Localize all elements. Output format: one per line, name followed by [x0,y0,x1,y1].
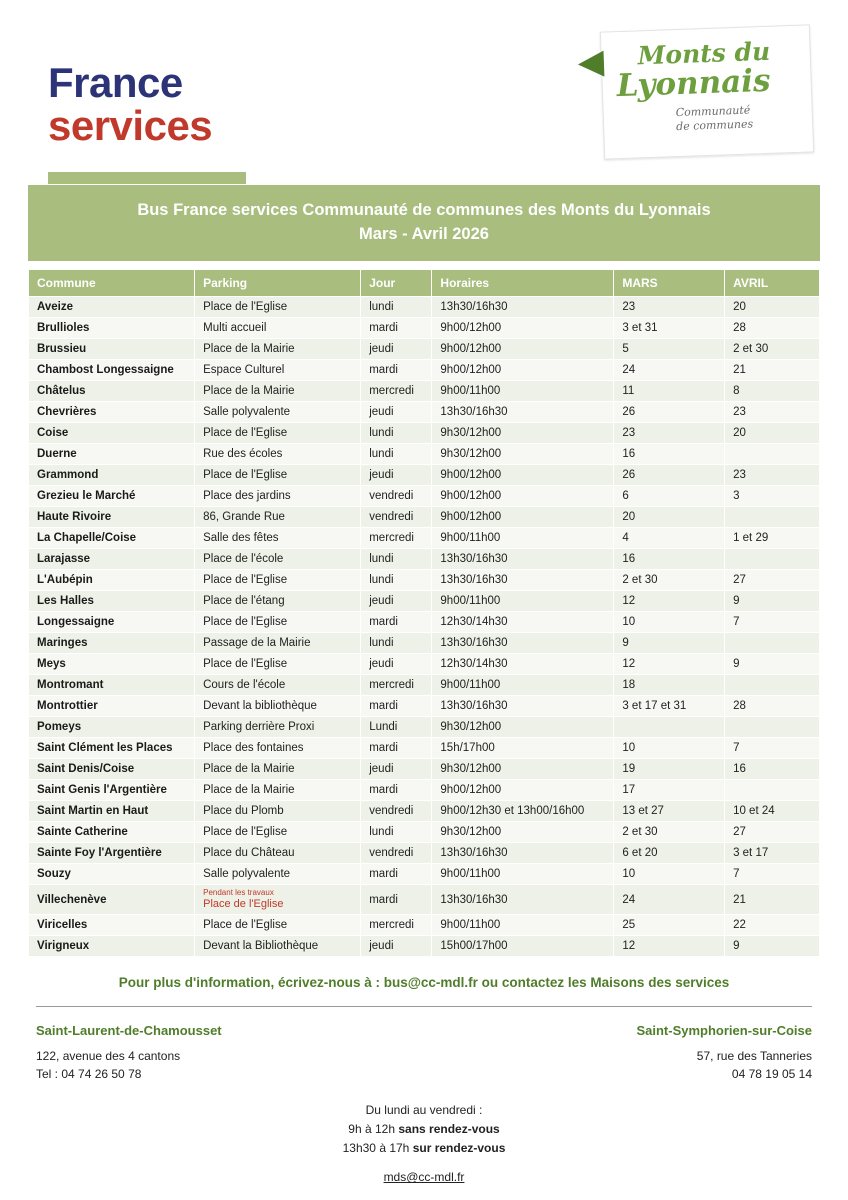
footer-email-link[interactable]: mds@cc-mdl.fr [383,1170,465,1185]
cell-mars: 11 [614,380,725,401]
cell-commune: L'Aubépin [29,569,195,590]
cell-avril: 9 [725,590,820,611]
cell-avril: 7 [725,737,820,758]
cell-parking: Place de l'école [195,548,361,569]
cell-commune: Montromant [29,674,195,695]
footer-left-phone: Tel : 04 74 26 50 78 [36,1066,142,1081]
table-row [29,863,820,884]
cell-avril [725,548,820,569]
table-row [29,936,820,957]
cell-mars: 10 [614,737,725,758]
cell-parking: Salle des fêtes [195,527,361,548]
column-header-horaires: Horaires [432,269,614,296]
column-header-commune: Commune [29,269,195,296]
cell-mars: 25 [614,915,725,936]
cell-commune: Coise [29,422,195,443]
cell-horaires: 13h30/16h30 [432,548,614,569]
cell-mars: 16 [614,443,725,464]
column-header-mars: MARS [614,269,725,296]
opening-hours-line1: Du lundi au vendredi : [365,1102,483,1117]
cell-avril [725,632,820,653]
cell-jour: vendredi [361,485,432,506]
cell-avril: 7 [725,611,820,632]
cell-avril: 23 [725,464,820,485]
cell-commune: Viricelles [29,915,195,936]
cell-commune: Longessaigne [29,611,195,632]
cell-jour: jeudi [361,758,432,779]
cell-commune: Châtelus [29,380,195,401]
parking-note: Pendant les travaux [203,887,274,897]
cell-commune: Souzy [29,863,195,884]
cell-parking: Place de l'Eglise [195,915,361,936]
cell-mars: 5 [614,338,725,359]
table-row [29,422,820,443]
cell-horaires: 9h30/12h00 [432,422,614,443]
cell-mars: 12 [614,936,725,957]
cell-avril: 1 et 29 [725,527,820,548]
page-title-line1: Bus France services Communauté de communes des Monts du Lyonnais [137,201,711,219]
cell-mars: 3 et 31 [614,317,725,338]
cell-commune: Grezieu le Marché [29,485,195,506]
cell-commune: Virigneux [29,936,195,957]
cell-commune: Sainte Catherine [29,821,195,842]
cell-horaires: 12h30/14h30 [432,611,614,632]
cell-horaires: 9h00/11h00 [432,863,614,884]
cell-horaires: 9h00/12h00 [432,359,614,380]
cell-commune: Aveize [29,296,195,317]
cell-commune: Maringes [29,632,195,653]
column-header-jour: Jour [361,269,432,296]
cell-mars: 26 [614,464,725,485]
cell-commune: Villechenève [29,884,195,914]
cell-avril: 20 [725,296,820,317]
cell-mars: 4 [614,527,725,548]
cell-jour: jeudi [361,401,432,422]
table-row [29,296,820,317]
cell-commune: Duerne [29,443,195,464]
cell-mars: 24 [614,359,725,380]
cell-commune: Saint Genis l'Argentière [29,779,195,800]
cell-commune: Haute Rivoire [29,506,195,527]
cell-parking: Multi accueil [195,317,361,338]
cell-avril: 21 [725,359,820,380]
cell-mars: 16 [614,548,725,569]
cell-commune: Pomeys [29,716,195,737]
cell-parking: Place de la Mairie [195,380,361,401]
page-title-line2: Mars - Avril 2026 [359,224,489,243]
cell-parking: Place de l'Eglise [195,296,361,317]
cell-parking: Espace Culturel [195,359,361,380]
mdl-logo-line2: Lyonnais [616,62,772,105]
table-header-row [29,269,820,296]
cell-horaires: 9h30/12h00 [432,716,614,737]
cell-horaires: 9h00/11h00 [432,380,614,401]
cell-commune: La Chapelle/Coise [29,527,195,548]
table-row [29,884,820,914]
cell-jour: lundi [361,821,432,842]
cell-jour: jeudi [361,936,432,957]
cell-avril: 8 [725,380,820,401]
cell-parking [195,884,361,914]
cell-jour: vendredi [361,800,432,821]
table-row [29,800,820,821]
cell-horaires: 9h30/12h00 [432,758,614,779]
cell-avril: 23 [725,401,820,422]
cell-parking: 86, Grande Rue [195,506,361,527]
mdl-logo-sub2: de communes [675,117,754,133]
cell-mars: 13 et 27 [614,800,725,821]
footer-left-title: Saint-Laurent-de-Chamousset [36,1023,222,1039]
cell-commune: Meys [29,653,195,674]
cell-commune: Grammond [29,464,195,485]
cell-avril: 21 [725,884,820,914]
opening-hours-line3-time: 13h30 à 17h [342,1141,410,1156]
cell-jour: lundi [361,296,432,317]
cell-avril [725,506,820,527]
cell-jour: mercredi [361,527,432,548]
cell-horaires: 9h00/11h00 [432,527,614,548]
cell-horaires: 13h30/16h30 [432,695,614,716]
table-row [29,443,820,464]
cell-horaires: 13h30/16h30 [432,632,614,653]
cell-parking: Place des fontaines [195,737,361,758]
parking-value: Place de l'Eglise [203,897,284,910]
cell-mars: 3 et 17 et 31 [614,695,725,716]
cell-horaires: 9h00/12h00 [432,317,614,338]
cell-avril: 7 [725,863,820,884]
cell-jour: lundi [361,548,432,569]
cell-parking: Place de l'Eglise [195,821,361,842]
contact-info-line: Pour plus d'information, écrivez-nous à : bus@cc-mdl.fr ou contactez les Maisons des services [118,975,730,991]
cell-jour: vendredi [361,506,432,527]
table-row [29,548,820,569]
cell-horaires: 9h00/11h00 [432,915,614,936]
monts-du-lyonnais-logo [600,24,814,159]
cell-horaires: 9h00/12h00 [432,779,614,800]
table-row [29,590,820,611]
cell-parking: Place de l'Eglise [195,611,361,632]
cell-horaires: 9h30/12h00 [432,821,614,842]
cell-parking: Place du Château [195,842,361,863]
cell-jour: lundi [361,422,432,443]
cell-mars: 18 [614,674,725,695]
cell-jour: jeudi [361,464,432,485]
schedule-table [28,269,820,957]
cell-horaires: 13h30/16h30 [432,296,614,317]
france-services-logo-line2: services [48,101,213,149]
cell-horaires: 9h00/11h00 [432,674,614,695]
cell-horaires: 13h30/16h30 [432,842,614,863]
table-row [29,695,820,716]
table-row [29,821,820,842]
cell-mars: 23 [614,422,725,443]
opening-hours-line3-bold: sur rendez-vous [412,1141,506,1156]
table-row [29,653,820,674]
arrow-icon [578,51,605,78]
cell-parking: Salle polyvalente [195,401,361,422]
cell-commune: Saint Denis/Coise [29,758,195,779]
cell-avril: 3 et 17 [725,842,820,863]
cell-mars: 2 et 30 [614,569,725,590]
cell-horaires: 12h30/14h30 [432,653,614,674]
opening-hours-line3 [0,1139,848,1158]
table-row [29,779,820,800]
cell-parking: Place de l'Eglise [195,422,361,443]
cell-parking: Place de l'Eglise [195,653,361,674]
cell-parking: Parking derrière Proxi [195,716,361,737]
cell-horaires: 9h00/12h30 et 13h00/16h00 [432,800,614,821]
cell-avril: 28 [725,317,820,338]
cell-avril: 20 [725,422,820,443]
opening-hours-line2 [0,1120,848,1139]
cell-parking: Place du Plomb [195,800,361,821]
divider [36,1006,812,1007]
cell-parking: Passage de la Mairie [195,632,361,653]
cell-jour: mardi [361,317,432,338]
cell-mars: 12 [614,590,725,611]
cell-parking: Devant la bibliothèque [195,695,361,716]
cell-mars: 26 [614,401,725,422]
table-row [29,464,820,485]
opening-hours [0,1101,848,1159]
cell-mars: 10 [614,863,725,884]
cell-horaires: 13h30/16h30 [432,401,614,422]
cell-mars: 19 [614,758,725,779]
cell-jour: jeudi [361,653,432,674]
france-services-underline [48,172,246,184]
cell-jour: mardi [361,884,432,914]
table-row [29,338,820,359]
cell-avril [725,443,820,464]
cell-mars: 24 [614,884,725,914]
cell-mars: 6 et 20 [614,842,725,863]
cell-avril [725,716,820,737]
cell-mars: 20 [614,506,725,527]
cell-jour: mardi [361,611,432,632]
table-row [29,506,820,527]
column-header-avril: AVRIL [725,269,820,296]
cell-jour: lundi [361,632,432,653]
cell-horaires: 9h00/12h00 [432,485,614,506]
cell-parking: Place de la Mairie [195,779,361,800]
table-row [29,842,820,863]
mdl-logo-line1: Monts du [637,36,771,71]
cell-horaires: 9h30/12h00 [432,443,614,464]
cell-avril: 27 [725,821,820,842]
cell-avril: 9 [725,936,820,957]
cell-horaires: 13h30/16h30 [432,569,614,590]
cell-commune: Saint Martin en Haut [29,800,195,821]
cell-jour: mardi [361,863,432,884]
page-title [28,185,820,261]
cell-jour: mercredi [361,915,432,936]
cell-parking: Cours de l'école [195,674,361,695]
cell-jour: mercredi [361,674,432,695]
cell-avril [725,674,820,695]
cell-jour: mardi [361,737,432,758]
cell-horaires: 13h30/16h30 [432,884,614,914]
cell-commune: Brussieu [29,338,195,359]
cell-horaires: 9h00/12h00 [432,464,614,485]
table-row [29,611,820,632]
table-row [29,485,820,506]
column-header-parking: Parking [195,269,361,296]
cell-jour: mardi [361,695,432,716]
cell-jour: vendredi [361,842,432,863]
footer-right-address: 57, rue des Tanneries [696,1048,812,1063]
page-footer [36,1021,812,1083]
table-row [29,915,820,936]
cell-avril: 2 et 30 [725,338,820,359]
table-row [29,569,820,590]
cell-jour: mercredi [361,380,432,401]
cell-jour: jeudi [361,338,432,359]
cell-commune: Chambost Longessaigne [29,359,195,380]
opening-hours-line2-time: 9h à 12h [348,1121,395,1136]
cell-avril: 9 [725,653,820,674]
table-row [29,527,820,548]
cell-commune: Sainte Foy l'Argentière [29,842,195,863]
table-row [29,737,820,758]
cell-mars: 9 [614,632,725,653]
france-services-logo-line1: France [48,59,183,106]
table-row [29,359,820,380]
cell-mars: 17 [614,779,725,800]
page-header [0,0,848,185]
cell-avril: 3 [725,485,820,506]
opening-hours-line2-bold: sans rendez-vous [398,1121,500,1136]
cell-parking: Place de l'étang [195,590,361,611]
cell-horaires: 9h00/12h00 [432,506,614,527]
cell-mars: 10 [614,611,725,632]
footer-email [0,1170,848,1184]
cell-mars: 23 [614,296,725,317]
cell-mars: 12 [614,653,725,674]
table-row [29,632,820,653]
footer-right-title: Saint-Symphorien-sur-Coise [636,1023,812,1039]
cell-parking: Place de l'Eglise [195,569,361,590]
cell-commune: Larajasse [29,548,195,569]
cell-mars: 6 [614,485,725,506]
table-row [29,380,820,401]
cell-avril: 22 [725,915,820,936]
cell-avril: 10 et 24 [725,800,820,821]
cell-jour: Lundi [361,716,432,737]
footer-left-office [36,1021,222,1083]
cell-parking: Devant la Bibliothèque [195,936,361,957]
cell-commune: Les Halles [29,590,195,611]
table-row [29,317,820,338]
cell-commune: Brullioles [29,317,195,338]
footer-right-phone: 04 78 19 05 14 [731,1066,812,1081]
cell-horaires: 9h00/11h00 [432,590,614,611]
cell-jour: lundi [361,443,432,464]
cell-jour: mardi [361,359,432,380]
cell-avril: 16 [725,758,820,779]
cell-jour: jeudi [361,590,432,611]
table-row [29,716,820,737]
cell-parking: Place de la Mairie [195,758,361,779]
cell-parking: Salle polyvalente [195,863,361,884]
cell-avril: 28 [725,695,820,716]
footer-right-office [636,1021,812,1083]
cell-jour: lundi [361,569,432,590]
cell-commune: Saint Clément les Places [29,737,195,758]
cell-mars: 2 et 30 [614,821,725,842]
cell-jour: mardi [361,779,432,800]
table-row [29,674,820,695]
cell-horaires: 15h/17h00 [432,737,614,758]
cell-parking: Place des jardins [195,485,361,506]
cell-horaires: 9h00/12h00 [432,338,614,359]
cell-commune: Montrottier [29,695,195,716]
table-row [29,758,820,779]
cell-commune: Chevrières [29,401,195,422]
france-services-logo [48,59,213,149]
mdl-logo-sub1: Communauté [675,103,751,120]
cell-parking: Place de la Mairie [195,338,361,359]
cell-avril: 27 [725,569,820,590]
cell-parking: Rue des écoles [195,443,361,464]
cell-horaires: 15h00/17h00 [432,936,614,957]
cell-avril [725,779,820,800]
cell-mars [614,716,725,737]
table-row [29,401,820,422]
cell-parking: Place de l'Eglise [195,464,361,485]
footer-left-address: 122, avenue des 4 cantons [36,1048,181,1063]
